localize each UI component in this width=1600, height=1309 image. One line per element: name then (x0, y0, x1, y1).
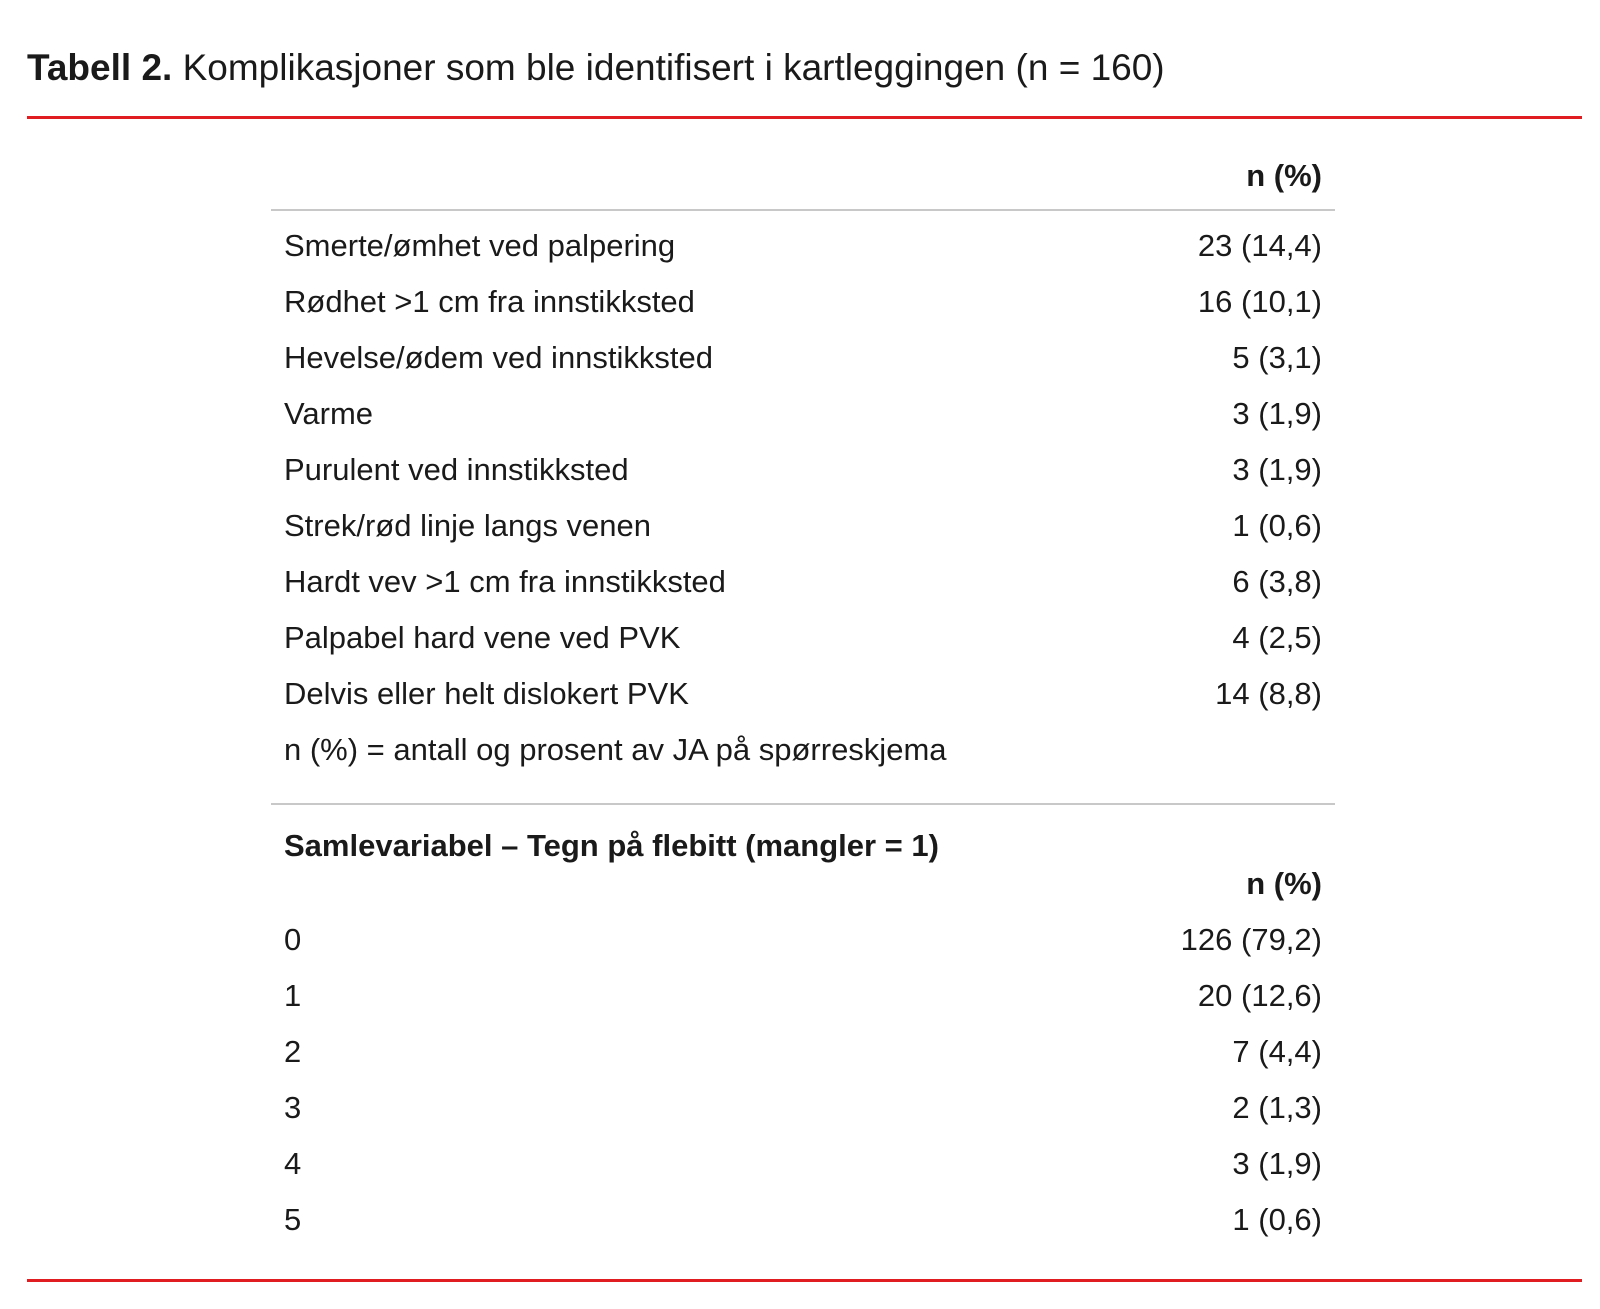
row-value: 7 (4,4) (1232, 1034, 1322, 1069)
row-value: 5 (3,1) (1232, 340, 1322, 375)
table-row (271, 610, 1335, 666)
table-row (271, 442, 1335, 498)
row-label: Varme (284, 396, 374, 431)
row-label: Rødhet >1 cm fra innstikksted (284, 284, 695, 319)
table-row (271, 666, 1335, 722)
row-value: 3 (1,9) (1232, 452, 1322, 487)
table-row (271, 968, 1335, 1024)
table-row (271, 1136, 1335, 1192)
table-row (271, 1080, 1335, 1136)
row-value: 20 (12,6) (1197, 978, 1322, 1013)
row-value: 1 (0,6) (1232, 508, 1322, 543)
row-label: 4 (284, 1146, 302, 1181)
table-row (271, 274, 1335, 330)
section1-column-header: n (%) (1246, 158, 1322, 193)
row-value: 126 (79,2) (1180, 922, 1322, 957)
row-value: 4 (2,5) (1232, 620, 1322, 655)
section2-title: Samlevariabel – Tegn på flebitt (mangler = 1) (284, 828, 939, 863)
row-label: Purulent ved innstikksted (284, 452, 629, 487)
row-value: 16 (10,1) (1197, 284, 1322, 319)
table-caption (27, 44, 1165, 92)
table-row (271, 1192, 1335, 1248)
row-label: Strek/rød linje langs venen (284, 508, 652, 543)
row-value: 2 (1,3) (1232, 1090, 1322, 1125)
row-value: 6 (3,8) (1232, 564, 1322, 599)
row-label: 0 (284, 922, 302, 957)
row-label: 2 (284, 1034, 302, 1069)
table-row (271, 554, 1335, 610)
caption-label: Tabell 2. (27, 47, 173, 88)
row-label: 1 (284, 978, 302, 1013)
table-row (271, 1024, 1335, 1080)
row-value: 23 (14,4) (1197, 228, 1322, 263)
table-row (271, 386, 1335, 442)
table-row (271, 330, 1335, 386)
table-row (271, 498, 1335, 554)
section1-header-divider (271, 209, 1335, 211)
row-label: Delvis eller helt dislokert PVK (284, 676, 689, 711)
section-divider (271, 803, 1335, 805)
row-value: 3 (1,9) (1232, 396, 1322, 431)
section2-column-header: n (%) (1246, 866, 1322, 901)
bottom-accent-rule (27, 1279, 1582, 1282)
row-label: Smerte/ømhet ved palpering (284, 228, 676, 263)
table-note: n (%) = antall og prosent av JA på spørreskjema (284, 732, 947, 767)
caption-text: Komplikasjoner som ble identifisert i kartleggingen (n = 160) (182, 47, 1165, 88)
table-note-row (271, 722, 1335, 778)
row-label: Palpabel hard vene ved PVK (284, 620, 681, 655)
section2-table (271, 912, 1335, 1248)
row-label: 3 (284, 1090, 302, 1125)
row-label: 5 (284, 1202, 302, 1237)
top-accent-rule (27, 116, 1582, 119)
row-value: 1 (0,6) (1232, 1202, 1322, 1237)
table-row (271, 218, 1335, 274)
row-label: Hevelse/ødem ved innstikksted (284, 340, 714, 375)
table-row (271, 912, 1335, 968)
row-value: 3 (1,9) (1232, 1146, 1322, 1181)
row-label: Hardt vev >1 cm fra innstikksted (284, 564, 726, 599)
row-value: 14 (8,8) (1215, 676, 1322, 711)
section1-table (271, 218, 1335, 778)
